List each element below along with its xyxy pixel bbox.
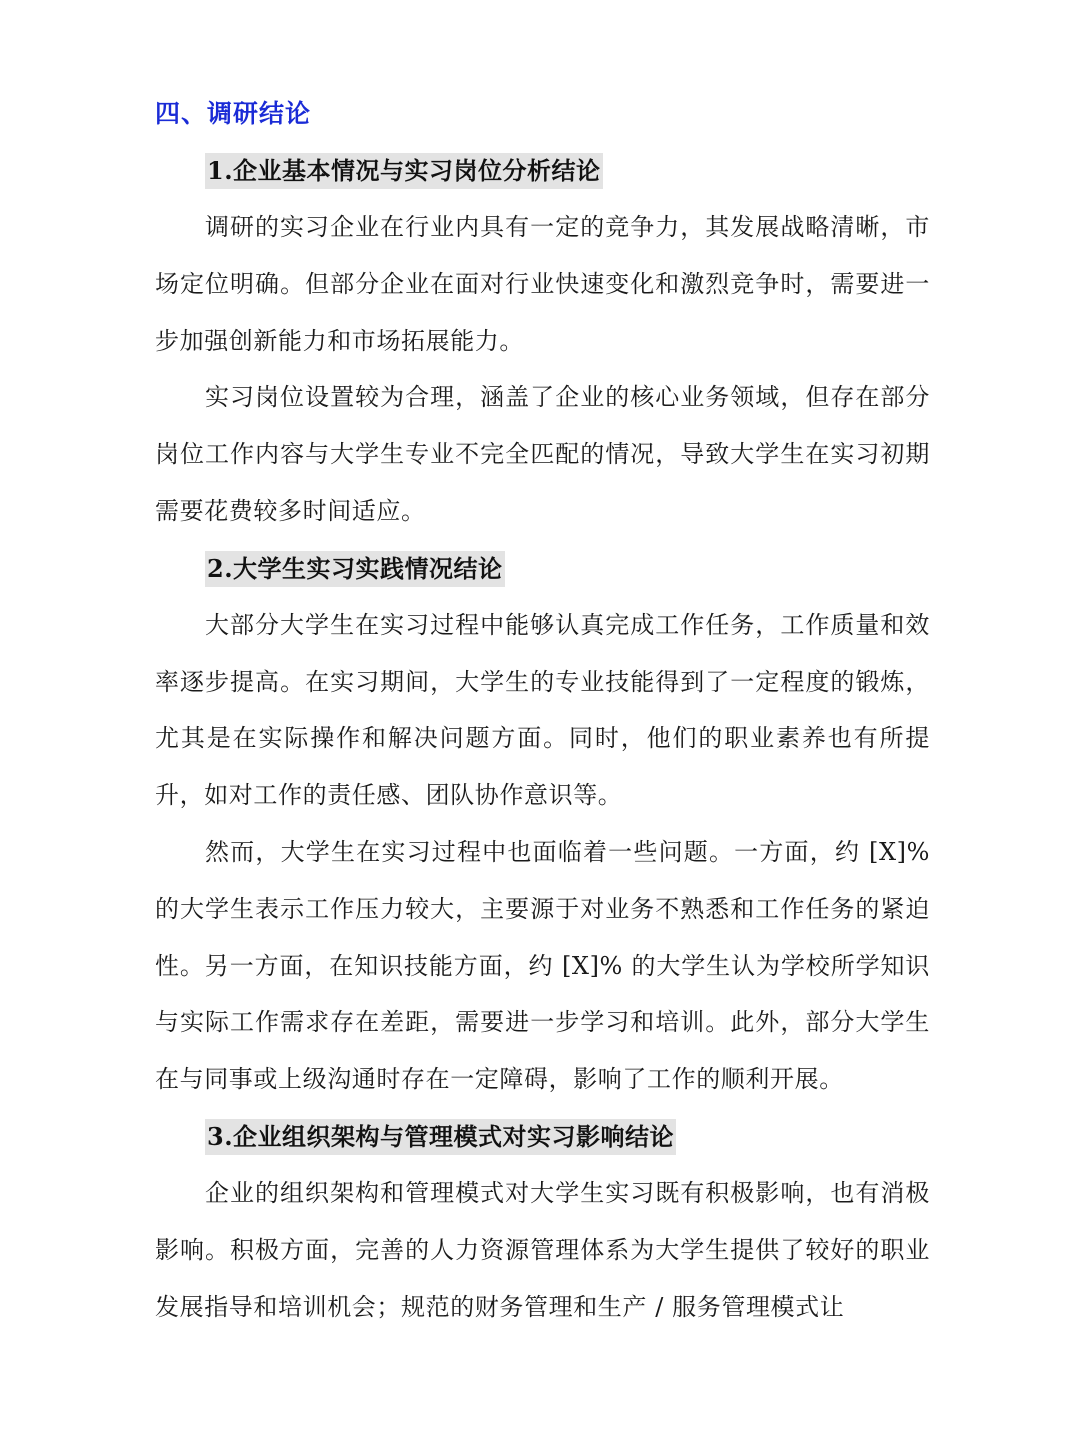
section-heading: 四、调研结论 <box>155 99 312 128</box>
paragraph: 实习岗位设置较为合理，涵盖了企业的核心业务领域，但存在部分岗位工作内容与大学生专业不完全匹配的情况，导致大学生在实习初期需要花费较多时间适应。 <box>155 383 930 525</box>
paragraph: 然而，大学生在实习过程中也面临着一些问题。一方面，约 [X]% 的大学生表示工作压力较大，主要源于对业务不熟悉和工作任务的紧迫性。另一方面，在知识技能方面，约 [X]% 的大学生认为学校所学知识与实际工作需求存在差距，需要进一步学习和培训。此外，部分大学生在与同事或上级沟通时存在一定障碍，影响了工作的顺利开展。 <box>155 837 931 1094</box>
subsection-heading-1 <box>155 142 930 199</box>
paragraph: 企业的组织架构和管理模式对大学生实习既有积极影响，也有消极影响。积极方面，完善的人力资源管理体系为大学生提供了较好的职业发展指导和培训机会；规范的财务管理和生产 / 服务管理模式让 <box>155 1178 930 1321</box>
subsection-title: 2.大学生实习实践情况结论 <box>205 551 505 587</box>
subsection-heading-2 <box>155 540 930 597</box>
subsection-heading-3 <box>155 1108 930 1165</box>
document-page <box>155 86 930 1335</box>
paragraph: 大部分大学生在实习过程中能够认真完成工作任务，工作质量和效率逐步提高。在实习期间，大学生的专业技能得到了一定程度的锻炼，尤其是在实际操作和解决问题方面。同时，他们的职业素养也有所提升，如对工作的责任感、团队协作意识等。 <box>155 610 930 810</box>
paragraph: 调研的实习企业在行业内具有一定的竞争力，其发展战略清晰，市场定位明确。但部分企业在面对行业快速变化和激烈竞争时，需要进一步加强创新能力和市场拓展能力。 <box>155 213 930 355</box>
subsection-title: 1.企业基本情况与实习岗位分析结论 <box>205 153 603 189</box>
subsection-title: 3.企业组织架构与管理模式对实习影响结论 <box>205 1119 676 1155</box>
